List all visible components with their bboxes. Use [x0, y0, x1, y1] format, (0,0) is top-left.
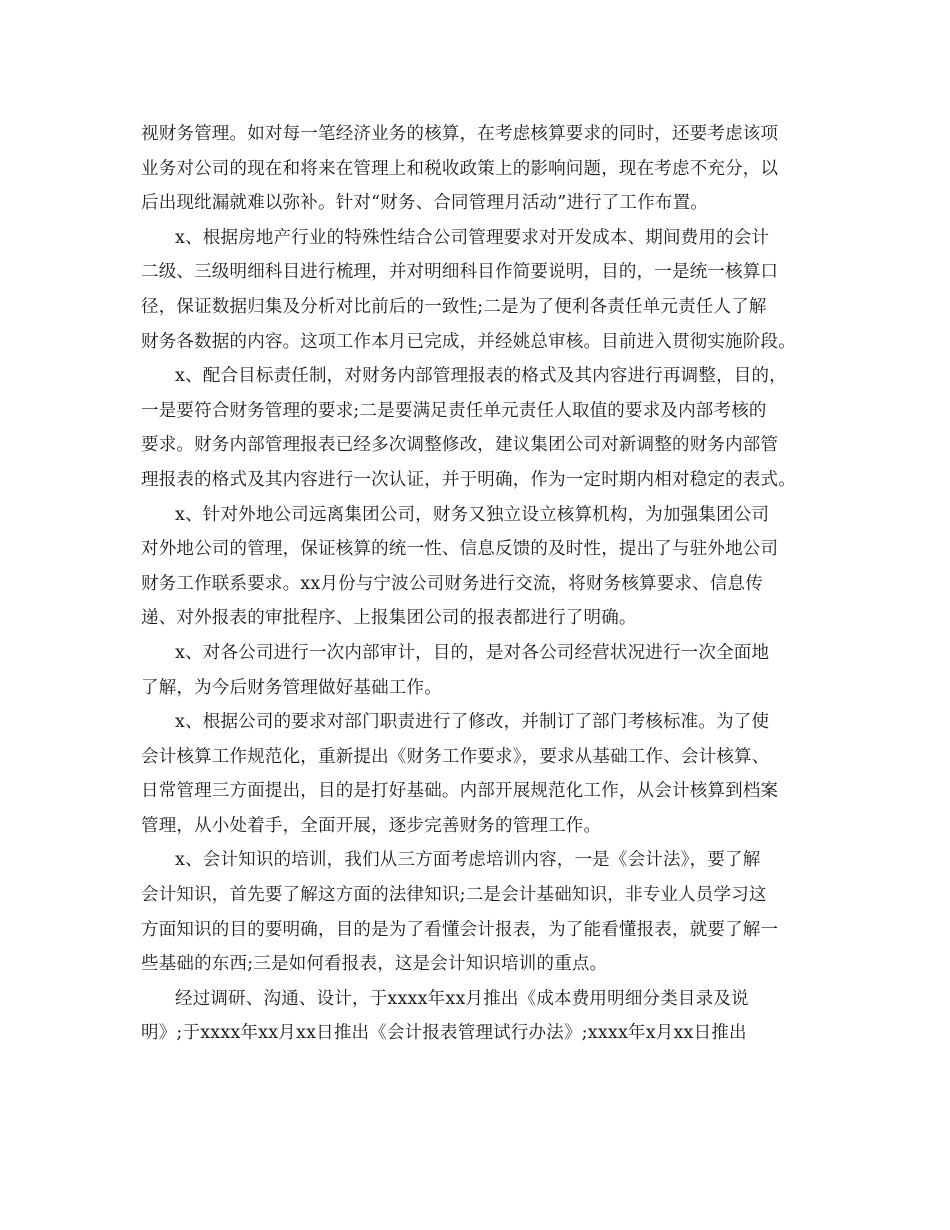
text-line: 日常管理三方面提出，目的是打好基础。内部开展规范化工作，从会计核算到档案	[141, 781, 779, 802]
text-line: 管理，从小处着手，全面开展，逐步完善财务的管理工作。	[141, 815, 602, 836]
paragraph	[141, 636, 821, 705]
text-line: 方面知识的目的要明确，目的是为了看懂会计报表，为了能看懂报表，就要了解一	[141, 919, 779, 940]
text-line: 理报表的格式及其内容进行一次认证，并于明确，作为一定时期内相对稳定的表式。	[141, 469, 796, 490]
text-line: x、根据公司的要求对部门职责进行了修改，并制订了部门考核标准。为了使	[175, 712, 770, 733]
text-line: x、对各公司进行一次内部审计，目的，是对各公司经营状况进行一次全面地	[175, 642, 770, 663]
text-line: 要求。财务内部管理报表已经多次调整修改，建议集团公司对新调整的财务内部管	[141, 435, 779, 456]
text-line: 后出现纰漏就难以弥补。针对“财务、合同管理月活动”进行了工作布置。	[141, 193, 708, 214]
text-line: x、配合目标责任制，对财务内部管理报表的格式及其内容进行再调整，目的，	[175, 366, 787, 387]
text-line: 了解，为今后财务管理做好基础工作。	[141, 677, 442, 698]
text-line: 视财务管理。如对每一笔经济业务的核算，在考虑核算要求的同时，还要考虑该项	[141, 124, 779, 144]
text-line: 径，保证数据归集及分析对比前后的一致性;二是为了便利各责任单元责任人了解	[141, 296, 767, 317]
text-line: 递、对外报表的审批程序、上报集团公司的报表都进行了明确。	[141, 608, 637, 629]
text-line: 会计知识，首先要了解这方面的法律知识;二是会计基础知识，非专业人员学习这	[141, 885, 767, 906]
paragraph	[141, 843, 821, 981]
text-line: 经过调研、沟通、设计，于xxxx年xx月推出《成本费用明细分类目录及说	[175, 988, 749, 1009]
text-line: 会计核算工作规范化，重新提出《财务工作要求》，要求从基础工作、会计核算、	[141, 746, 770, 767]
text-line: 业务对公司的现在和将来在管理上和税收政策上的影响问题，现在考虑不充分，以	[141, 158, 779, 179]
text-line: 明》;于xxxx年xx月xx日推出《会计报表管理试行办法》;xxxx年x月xx日推出	[141, 1023, 747, 1044]
paragraph	[141, 117, 821, 221]
text-line: x、针对外地公司远离集团公司，财务又独立设立核算机构，为加强集团公司	[175, 504, 770, 525]
text-line: x、会计知识的培训，我们从三方面考虑培训内容，一是《会计法》，要了解	[175, 850, 761, 871]
text-line: 二级、三级明细科目进行梳理，并对明细科目作简要说明，目的，一是统一核算口	[141, 262, 779, 283]
paragraph	[141, 705, 821, 843]
paragraph	[141, 498, 821, 636]
paragraph	[141, 982, 821, 1051]
paragraph	[141, 221, 821, 359]
text-line: 一是要符合财务管理的要求;二是要满足责任单元责任人取值的要求及内部考核的	[141, 400, 767, 421]
document-body	[141, 117, 821, 1051]
text-line: 对外地公司的管理，保证核算的统一性、信息反馈的及时性，提出了与驻外地公司	[141, 539, 779, 560]
paragraph	[141, 359, 821, 497]
text-line: x、根据房地产行业的特殊性结合公司管理要求对开发成本、期间费用的会计	[175, 227, 770, 248]
text-line: 财务各数据的内容。这项工作本月已完成，并经姚总审核。目前进入贯彻实施阶段。	[141, 331, 796, 352]
text-line: 些基础的东西;三是如何看报表，这是会计知识培训的重点。	[141, 954, 608, 975]
text-line: 财务工作联系要求。xx月份与宁波公司财务进行交流，将财务核算要求、信息传	[141, 573, 763, 594]
